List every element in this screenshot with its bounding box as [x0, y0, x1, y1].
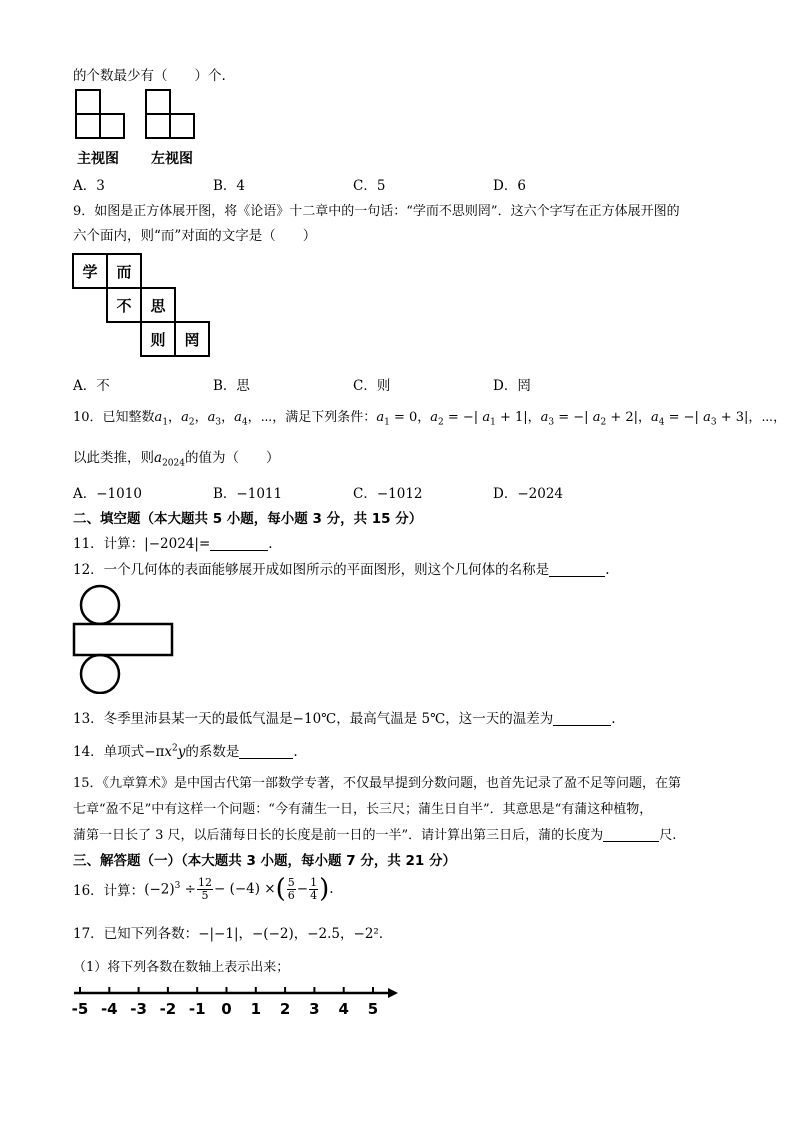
axis-tick-label: -5 — [71, 1000, 89, 1018]
q12-text: 12．一个几何体的表面能够展开成如图所示的平面图形，则这个几何体的名称是 . — [73, 562, 610, 578]
fraction-1-4: $\frac{1}{4}$ — [310, 875, 318, 902]
q12-blank[interactable] — [549, 562, 605, 577]
q11-blank[interactable] — [210, 536, 268, 551]
side-view-label: 左视图 — [151, 151, 193, 167]
fraction-5-6: $\frac{5}{6}$ — [287, 875, 295, 902]
axis-tick-label: 3 — [309, 1000, 320, 1018]
axis-tick-label: 0 — [221, 1000, 232, 1018]
q8-option-b: B．4 — [213, 178, 246, 194]
q8-option-d: D．6 — [493, 178, 526, 194]
section3-heading: 三、解答题（一）（本大题共 3 小题，每小题 7 分，共 21 分） — [73, 853, 457, 869]
q9-option-a: A．不 — [73, 378, 110, 394]
net-cell: 罔 — [174, 321, 210, 357]
net-cell: 不 — [106, 287, 142, 323]
bottom-circle — [81, 655, 119, 693]
arrow-head — [388, 988, 398, 998]
q15-line2: 七章“盈不足”中有这样一个问题：“今有蒲生一日，长三尺；蒲生日自半”．其意思是“有蒲这种植物， — [73, 802, 653, 817]
axis-tick-label: -2 — [159, 1000, 177, 1018]
q8-option-a: A．3 — [73, 178, 105, 194]
q9-text-line1: 9．如图是正方体展开图，将《论语》十二章中的一句话：“学而不思则罔”．这六个字写在正方体展开图的 — [73, 204, 680, 219]
q13-text: 13．冬季里沛县某一天的最低气温是−10℃，最高气温是 5℃，这一天的温差为 . — [73, 711, 616, 727]
q10-text-line1: 10．已知整数$a_1$，$a_2$，$a_3$，$a_4$，⋯，满足下列条件：$a_1 = 0$，$a_2$ = −| $a_1 + 1|$，$a_3$ = −| $a_2 + 2|$，$a_4$ = −| $a_3 + 3|$，⋯， — [73, 410, 787, 428]
q15-blank[interactable] — [603, 827, 659, 842]
q14-text: 14．单项式$-\pi x^2y$的系数是 . — [73, 743, 298, 760]
q8-text: 的个数最少有（ ）个. — [73, 68, 226, 84]
net-cell: 思 — [140, 287, 176, 323]
axis-tick-label: 5 — [367, 1000, 379, 1018]
q8-option-c: C．5 — [353, 178, 386, 194]
net-cell: 而 — [106, 253, 142, 289]
net-cell: 学 — [72, 253, 108, 289]
front-view-label: 主视图 — [77, 151, 119, 167]
axis-tick-label: -1 — [188, 1000, 206, 1018]
fraction-12-5: $\frac{12}{5}$ — [197, 875, 212, 902]
side-view-figure — [145, 89, 197, 139]
q9-option-c: C．则 — [353, 378, 391, 394]
q10-option-c: C．−1012 — [353, 486, 423, 502]
axis-tick-label: 4 — [338, 1000, 349, 1018]
q10-option-b: B．−1011 — [213, 486, 283, 502]
axis-tick-label: 1 — [250, 1000, 262, 1018]
front-view-figure — [75, 89, 127, 139]
net-cell: 则 — [140, 321, 176, 357]
q9-text-line2: 六个面内，则“而”对面的文字是（ ） — [73, 228, 317, 244]
cylinder-net-figure — [72, 584, 176, 694]
q10-option-d: D．−2024 — [493, 486, 563, 502]
axis-tick-label: -3 — [130, 1000, 147, 1018]
axis-tick-label: 2 — [279, 1000, 291, 1018]
axis-tick-label: -4 — [100, 1000, 118, 1018]
q15-line3: 蒲第一日长了 3 尺，以后蒲每日长的长度是前一日的一半”．请计算出第三日后，蒲的长度为 尺. — [73, 828, 677, 843]
q10-option-a: A．−1010 — [73, 486, 142, 502]
cube-net-figure — [72, 253, 214, 359]
q11-text: 11．计算：|−2024|= . — [73, 536, 273, 552]
q9-option-b: B．思 — [213, 378, 250, 394]
side-rect — [74, 624, 172, 655]
q17-text: 17．已知下列各数：−|−1|，−(−2)，−2.5，−2²． — [73, 926, 393, 942]
q13-blank[interactable] — [553, 711, 611, 726]
number-line — [70, 980, 400, 1020]
q17-sub1: （1）将下列各数在数轴上表示出来； — [73, 960, 290, 975]
q16-expression: $(-2)^3$ ÷ — [144, 880, 196, 898]
top-circle — [81, 586, 119, 624]
q16-text: 16．计算： $(-2)^3$ ÷ $\frac{12}{5}$ − (−4) × ( $\frac{5}{6}$ − $\frac{1}{4}$ ) . — [73, 874, 334, 904]
q15-line1: 15．《九章算术》是中国古代第一部数学专著，不仅最早提到分数问题，也首先记录了盈不足等问题，在第 — [73, 776, 682, 791]
q9-option-d: D．罔 — [493, 378, 531, 394]
section2-heading: 二、填空题（本大题共 5 小题，每小题 3 分，共 15 分） — [73, 511, 423, 527]
q10-text-line2: 以此类推，则$a_{2024}$的值为（ ） — [73, 450, 280, 469]
q14-blank[interactable] — [239, 744, 293, 759]
